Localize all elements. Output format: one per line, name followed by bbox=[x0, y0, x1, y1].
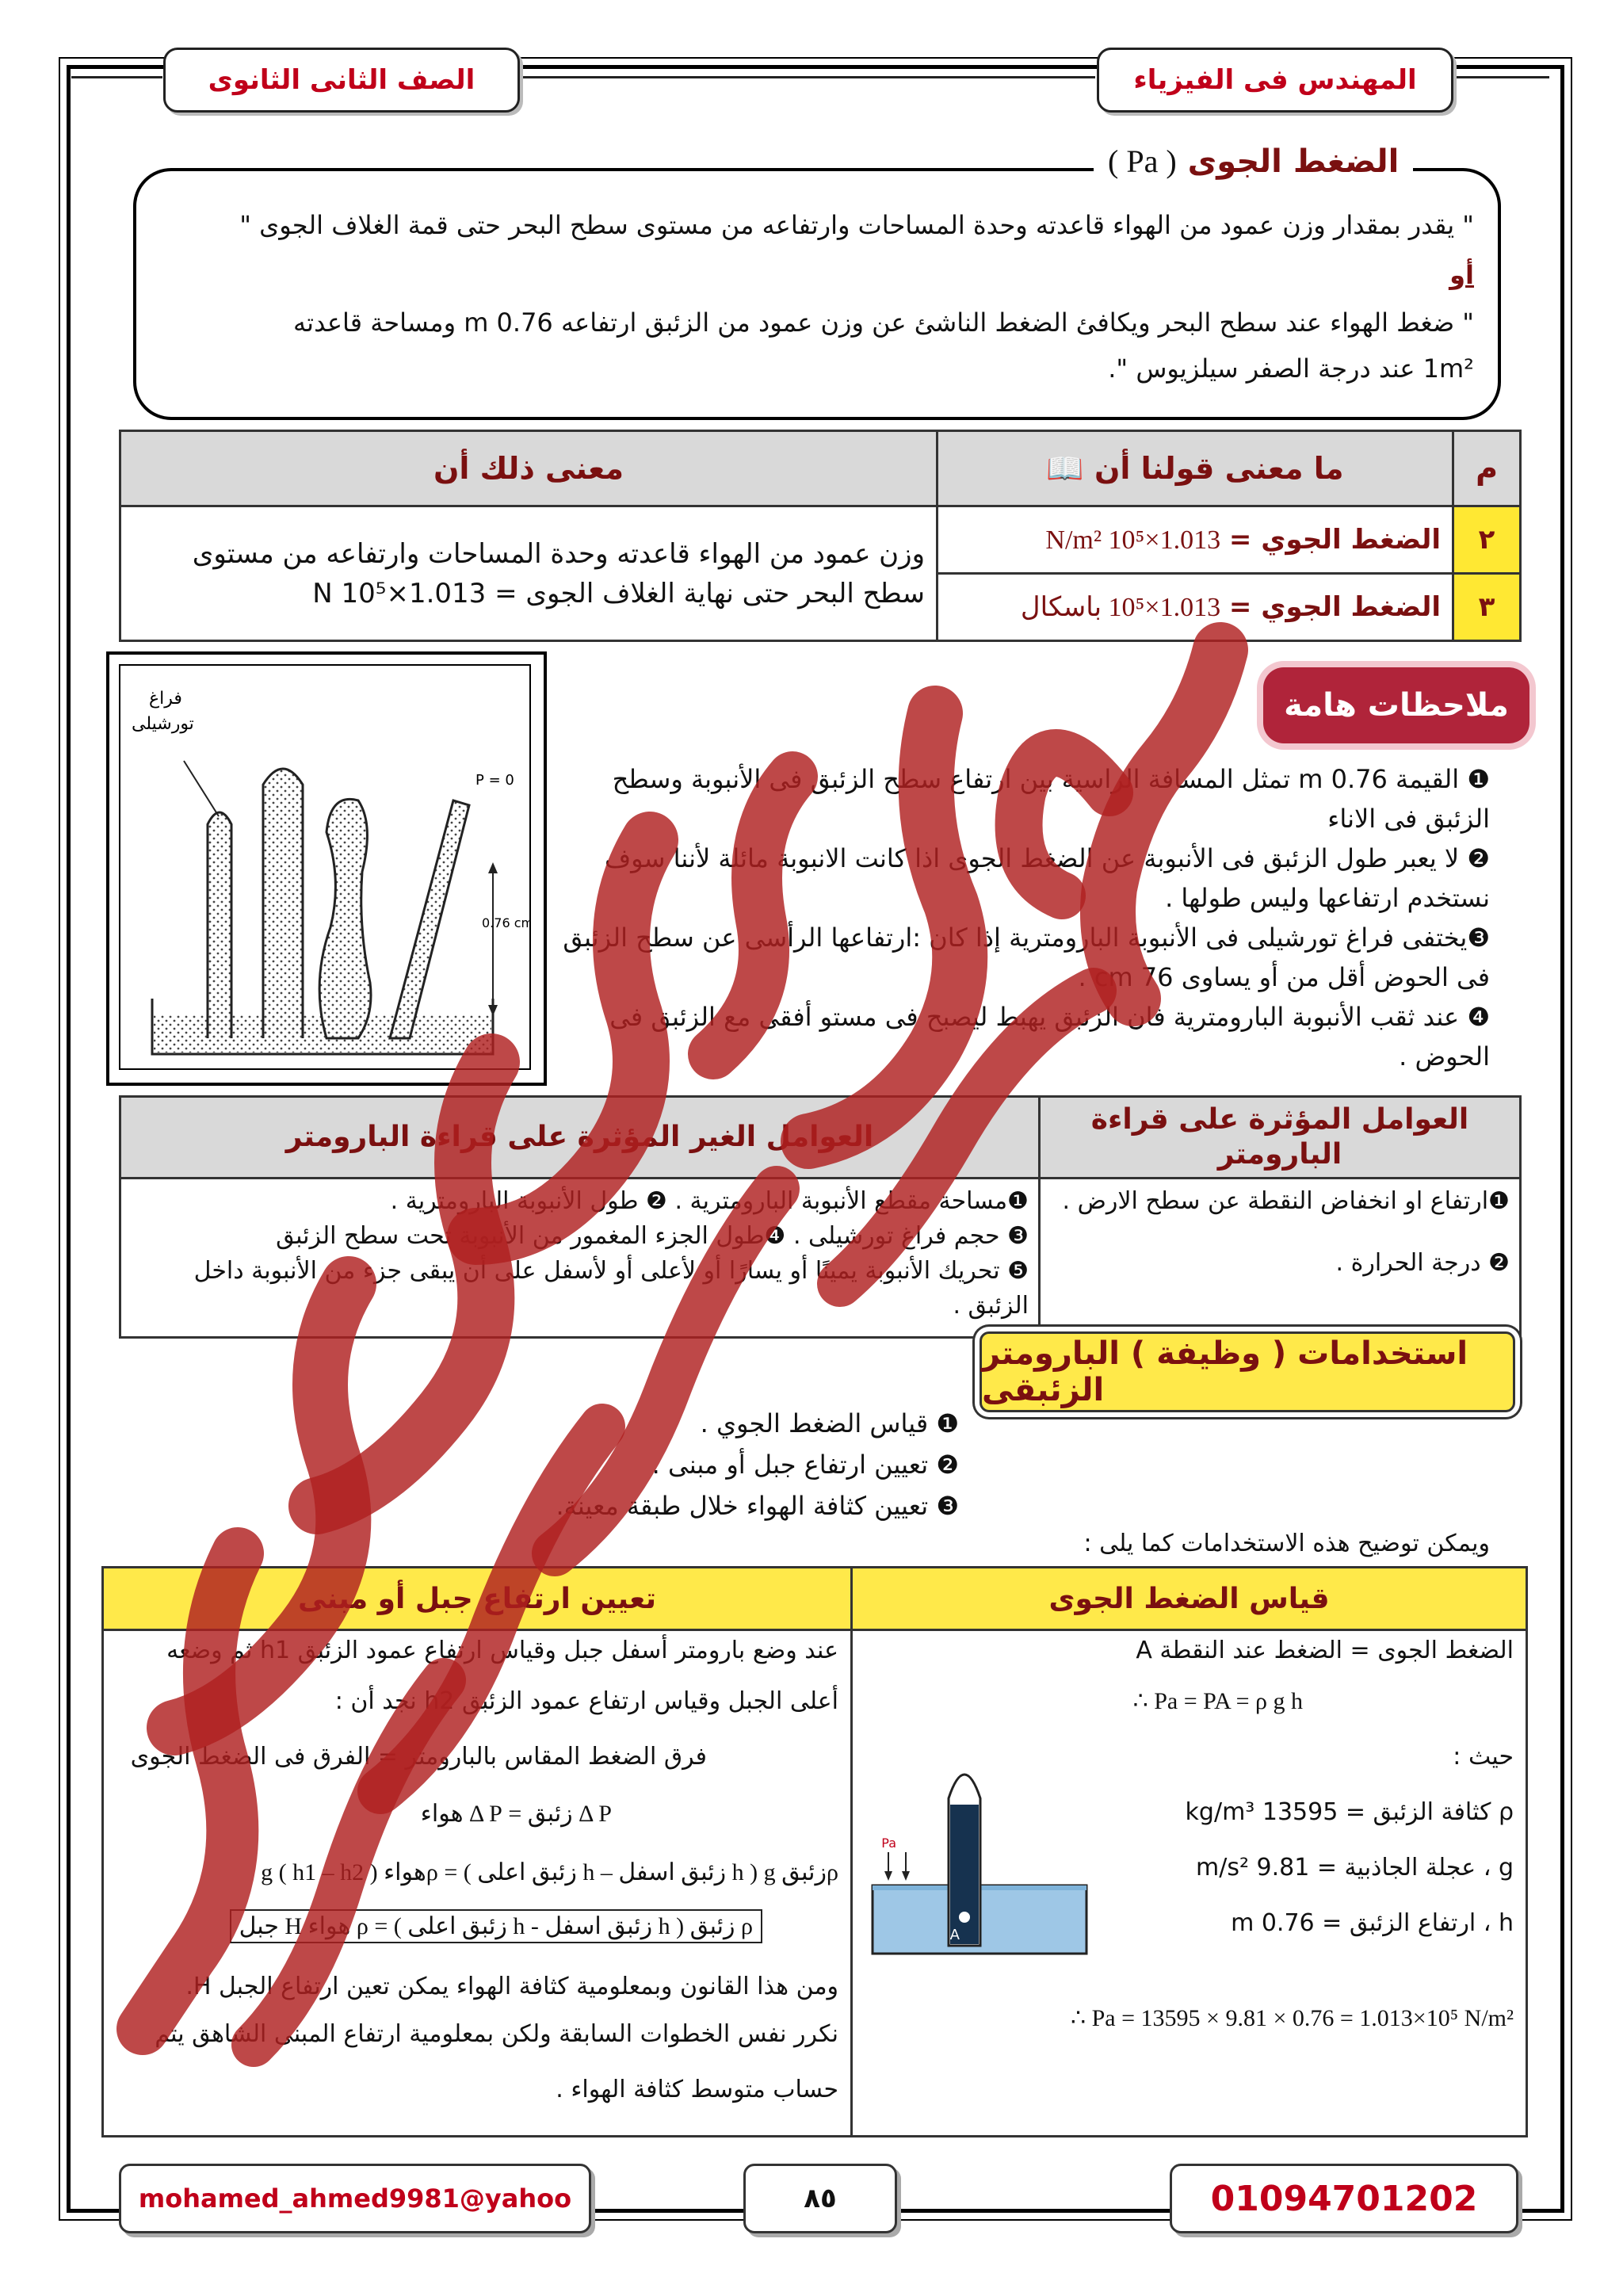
height-header: تعيين ارتفاع جبل أو مبنى bbox=[103, 1568, 852, 1630]
barometer-diagram bbox=[865, 1751, 1094, 1965]
row-saying bbox=[938, 506, 1453, 574]
notes-list bbox=[555, 759, 1490, 1076]
footer-email-text: mohamed_ahmed9981@yahoo bbox=[138, 2183, 572, 2214]
height-formula-box: ρ زئبق ( h زئبق اسفل - h زئبق اعلى ) = ρ هواء H جبل bbox=[230, 1909, 762, 1943]
measure-line: ∴ Pa = 13595 × 9.81 × 0.76 = 1.013×10⁵ N/m² bbox=[1071, 2005, 1514, 2031]
row-saying-value: 1.013×10⁵ باسكال bbox=[1020, 593, 1221, 622]
measure-line: حيث : bbox=[1453, 1743, 1514, 1771]
row-saying-label: الضغط الجوي = bbox=[1228, 591, 1441, 623]
definition-line-1: " يقدر بمقدار وزن عمود من الهواء قاعدته وحدة المساحات وارتفاعه من مستوى سطح البحر حتى قمة الغلاف الجوى " bbox=[239, 210, 1474, 240]
col-m-header: م bbox=[1453, 431, 1521, 506]
not-affecting-item: ❶مساحة مقطع الأنبوبة البارومترية . ❷ طول الأنبوبة البارومترية . bbox=[390, 1187, 1029, 1215]
header-rule-left bbox=[71, 76, 162, 78]
measure-line: ρ كثافة الزئبق = 13595 kg/m³ bbox=[1185, 1798, 1514, 1826]
height-line: أعلى الجبل وقياس ارتفاع عمود الزئبق h2 نجد أن : bbox=[334, 1687, 838, 1715]
row-num: ٢ bbox=[1453, 506, 1521, 574]
page-number-text: ٨٥ bbox=[804, 2183, 837, 2214]
affecting-item: ❶ارتفاع او انخفاض النقطة عن سطح الارض . bbox=[1062, 1187, 1510, 1215]
notes-title: ملاحظات هامة bbox=[1263, 667, 1529, 743]
fig-vacuum-label-1: فراغ bbox=[149, 689, 182, 709]
row-saying-value: 1.013×10⁵ N/m² bbox=[1045, 525, 1221, 555]
book-icon: 📖 bbox=[1046, 450, 1084, 486]
measure-line: الضغط الجوى = الضغط عند النقطة A bbox=[1136, 1637, 1514, 1664]
use-item: ❸ تعيين كثافة الهواء خلال طبقة معينة. bbox=[556, 1491, 959, 1521]
not-affecting-header: العوامل الغير المؤثرة على قراءة البارومتر bbox=[120, 1097, 1040, 1179]
height-line: Δ P زئبق = Δ P هواء bbox=[420, 1801, 612, 1827]
height-line: ρزئبق g ( h زئبق اسفل – h زئبق اعلى ) = ρهواء g ( h1 – h2 ) bbox=[261, 1859, 838, 1885]
header-subject-label: المهندس فى الفيزياء bbox=[1133, 64, 1417, 96]
affecting-header: العوامل المؤثرة على قراءة البارومتر bbox=[1040, 1097, 1521, 1179]
definition-line-2: " ضغط الهواء عند سطح البحر ويكافئ الضغط الناشئ عن وزن عمود من الزئبق ارتفاعه 0.76 m ومساحة قاعدته bbox=[293, 308, 1474, 338]
fig-p0-label: P = 0 bbox=[475, 772, 514, 789]
header-grade-tab bbox=[163, 48, 520, 113]
uses-table bbox=[101, 1566, 1528, 2137]
footer-phone bbox=[1170, 2164, 1518, 2233]
definition-line-3: 1m² عند درجة الصفر سيلزيوس ". bbox=[1108, 353, 1474, 384]
col-meaning-header: معنى ذلك أن bbox=[120, 431, 938, 506]
measure-header: قياس الضغط الجوى bbox=[852, 1568, 1527, 1630]
height-line: حساب متوسط كثافة الهواء . bbox=[556, 2076, 838, 2103]
measure-line: h ، ارتفاع الزئبق = 0.76 m bbox=[1231, 1909, 1514, 1937]
header-grade-label: الصف الثانى الثانوى bbox=[208, 64, 475, 96]
definition-title bbox=[1094, 143, 1413, 190]
diagram-point-a: A bbox=[949, 1927, 960, 1943]
definition-symbol: ( Pa ) bbox=[1108, 143, 1177, 179]
note-item: ❸يختفى فراغ تورشيلى فى الأنبوبة البارومترية إذا كان :ارتفاعها الرأسى عن سطح الزئبق فى الحوض أقل من أو يساوى 76 cm . bbox=[563, 923, 1490, 992]
measure-line: g ، عجلة الجاذبية = 9.81 m/s² bbox=[1196, 1854, 1514, 1881]
not-affecting-item: ❸ حجم فراغ تورشيلى . ❹طول الجزء المغمور من الأنبوبة تحت سطح الزئبق bbox=[276, 1222, 1029, 1250]
meaning-table bbox=[119, 430, 1522, 642]
fig-vacuum-label-2: تورشيلى bbox=[132, 714, 194, 734]
note-item: ❶ القيمة 0.76 m تمثل المسافة الراسية بين ارتفاع سطح الزئبق فى الأنبوبة وسطح الزئبق فى الاناء bbox=[612, 764, 1490, 834]
factors-table bbox=[119, 1095, 1522, 1339]
height-line: عند وضع بارومتر أسفل جبل وقياس ارتفاع عمود الزئبق h1 ثم وضعه bbox=[166, 1637, 838, 1664]
uses-title: استخدامات ( وظيفة ) البارومتر الزئبقى bbox=[980, 1331, 1515, 1412]
measure-line: ∴ Pa = PA = ρ g h bbox=[1132, 1688, 1303, 1714]
col-saying-header bbox=[938, 431, 1453, 506]
use-item: ❶ قياس الضغط الجوي . bbox=[700, 1408, 959, 1438]
measure-cell bbox=[852, 1630, 1527, 2137]
header-rule-middle bbox=[517, 76, 1095, 78]
fig-height-label: 0.76 cm bbox=[482, 915, 529, 930]
height-line: فرق الضغط المقاس بالبارومتر = الفرق فى الضغط الجوى bbox=[130, 1743, 707, 1771]
definition-title-text: الضغط الجوى bbox=[1187, 143, 1400, 180]
not-affecting-cell bbox=[120, 1179, 1040, 1338]
height-cell bbox=[103, 1630, 852, 2137]
height-line: نكرر نفس الخطوات السابقة ولكن بمعلومية ارتفاع المبنى الشاهق يتم bbox=[155, 2020, 838, 2048]
note-item: ❹ عند ثقب الأنبوبة البارومترية فان الزئبق يهبط ليصبح فى مستو أفقى مع الزئبق فى الحوض . bbox=[609, 1002, 1490, 1072]
header-subject-tab bbox=[1097, 48, 1453, 113]
row-num: ٣ bbox=[1453, 574, 1521, 641]
barometer-figure bbox=[119, 664, 531, 1070]
affecting-item: ❷ درجة الحرارة . bbox=[1335, 1249, 1510, 1277]
col-saying-label: ما معنى قولنا أن bbox=[1094, 450, 1344, 486]
affecting-cell bbox=[1040, 1179, 1521, 1338]
footer-page-number bbox=[743, 2164, 897, 2233]
definition-or: أو bbox=[1449, 260, 1474, 290]
uses-list bbox=[555, 1403, 959, 1526]
row-meaning: وزن عمود من الهواء قاعدته وحدة المساحات وارتفاعه من مستوى سطح البحر حتى نهاية الغلاف الجوى = 1.013×10⁵ N bbox=[120, 506, 938, 641]
footer-phone-text: 01094701202 bbox=[1210, 2178, 1478, 2219]
footer-email bbox=[119, 2164, 591, 2233]
height-line: ومن هذا القانون وبمعلومية كثافة الهواء يمكن تعين ارتفاع الجبل H. bbox=[185, 1973, 838, 2000]
not-affecting-item: ❺ تحريك الأنبوبة يمينًا أو يسارًا أو لأعلى أو لأسفل على أن يبقى جزء من الأنبوبة داخل الزئبق . bbox=[193, 1257, 1029, 1320]
note-item: ❷ لا يعبر طول الزئبق فى الأنبوبة عن الضغط الجوى اذا كانت الانبوبة مائلة لأننا سوف نستخدم ارتفاعها وليس طولها . bbox=[604, 843, 1490, 913]
diagram-pa-label: Pa bbox=[881, 1836, 896, 1851]
row-saying bbox=[938, 574, 1453, 641]
header-rule-right bbox=[1450, 76, 1549, 78]
barometer-tubes-illustration bbox=[120, 666, 529, 1068]
use-item: ❷ تعيين ارتفاع جبل أو مبنى . bbox=[651, 1450, 959, 1480]
row-saying-label: الضغط الجوي = bbox=[1228, 524, 1441, 556]
uses-subtitle: ويمكن توضيح هذه الاستخدامات كما يلى : bbox=[1083, 1530, 1490, 1557]
